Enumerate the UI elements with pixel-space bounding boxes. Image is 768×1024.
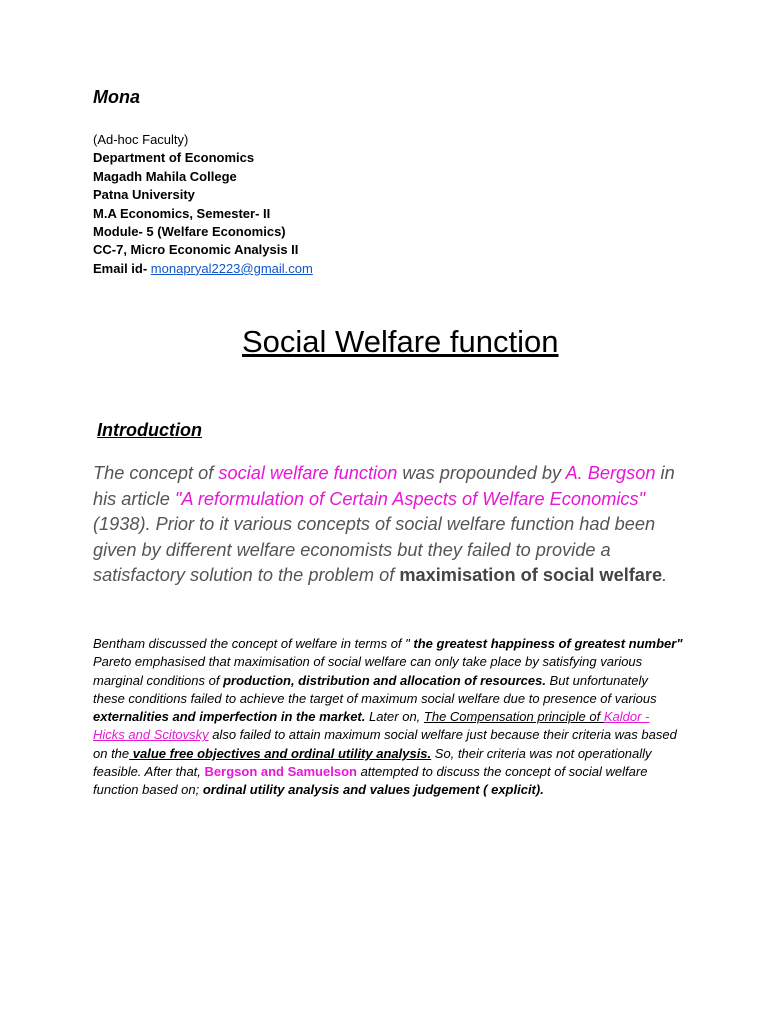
body-bold-production: production, distribution and allocation of resources.	[223, 672, 546, 688]
intro-strong-maximisation: maximisation of social welfare	[399, 565, 663, 585]
body-bold-ordinal: ordinal utility analysis and values judgement ( explicit)	[202, 782, 541, 798]
intro-paragraph	[93, 461, 693, 589]
body-text-also-failed: also failed to attain maximum social welfare just because their criteria was based on the	[93, 727, 677, 761]
email-line	[93, 260, 313, 278]
email-link[interactable]: monapryal2223@gmail.com	[150, 260, 313, 276]
intro-text-3: in his article	[93, 463, 675, 509]
intro-text-5: .	[662, 565, 668, 585]
body-paragraph	[93, 635, 683, 800]
body-bold-value-free: value free objectives and ordinal utility analysis.	[129, 745, 432, 761]
body-text-end: .	[540, 782, 544, 798]
body-text-pareto: Pareto emphasised that maximisation of social welfare can only take place by satisfying various marginal conditions of	[93, 654, 643, 688]
intro-highlight-swf: social welfare function	[218, 463, 398, 483]
intro-highlight-article: "A reformulation of Certain Aspects of Welfare Economics"	[174, 488, 646, 509]
body-text-bentham: Bentham discussed the concept of welfare in terms of "	[93, 636, 414, 651]
paper: CC-7, Micro Economic Analysis II	[93, 242, 299, 258]
author-name: Mona	[93, 87, 140, 107]
author-role: (Ad-hoc Faculty)	[93, 132, 189, 147]
email-label: Email id-	[93, 260, 151, 276]
body-text-operational: So, their criteria was not operationally feasible. After that,	[93, 745, 652, 780]
intro-text-1: The concept of	[93, 463, 219, 483]
body-text-later: Later on,	[365, 709, 424, 725]
author-info-block	[93, 131, 313, 278]
department: Department of Economics	[93, 150, 255, 166]
body-bold-externalities: externalities and imperfection in the market.	[93, 709, 366, 725]
college: Magadh Mahila College	[93, 168, 237, 184]
intro-highlight-bergson: A. Bergson	[565, 463, 656, 483]
body-underline-compensation: The Compensation principle of	[423, 709, 604, 725]
university: Patna University	[93, 187, 195, 203]
body-text-attempted: attempted to discuss the concept of social welfare function based on;	[93, 764, 648, 798]
intro-text-4: (1938). Prior to it various concepts of social welfare function had been given by different welfare economists but they failed to provide a satisfactory solution to the problem of	[93, 514, 656, 585]
body-text-unfortunately: But unfortunately these conditions failed to achieve the target of maximum social welfare due to presence of various	[93, 672, 657, 706]
body-pink-kaldor: Kaldor - Hicks and Scitovsky	[93, 709, 650, 743]
section-heading-introduction: Introduction	[97, 420, 202, 440]
body-pink-bergson-samuelson: Bergson and Samuelson	[204, 764, 357, 780]
intro-text-2: was propounded by	[397, 463, 566, 483]
module: Module- 5 (Welfare Economics)	[93, 224, 286, 240]
body-bold-happiness: the greatest happiness of greatest number"	[413, 636, 683, 651]
page-title: Social Welfare function	[242, 324, 559, 359]
course: M.A Economics, Semester- II	[93, 205, 271, 221]
